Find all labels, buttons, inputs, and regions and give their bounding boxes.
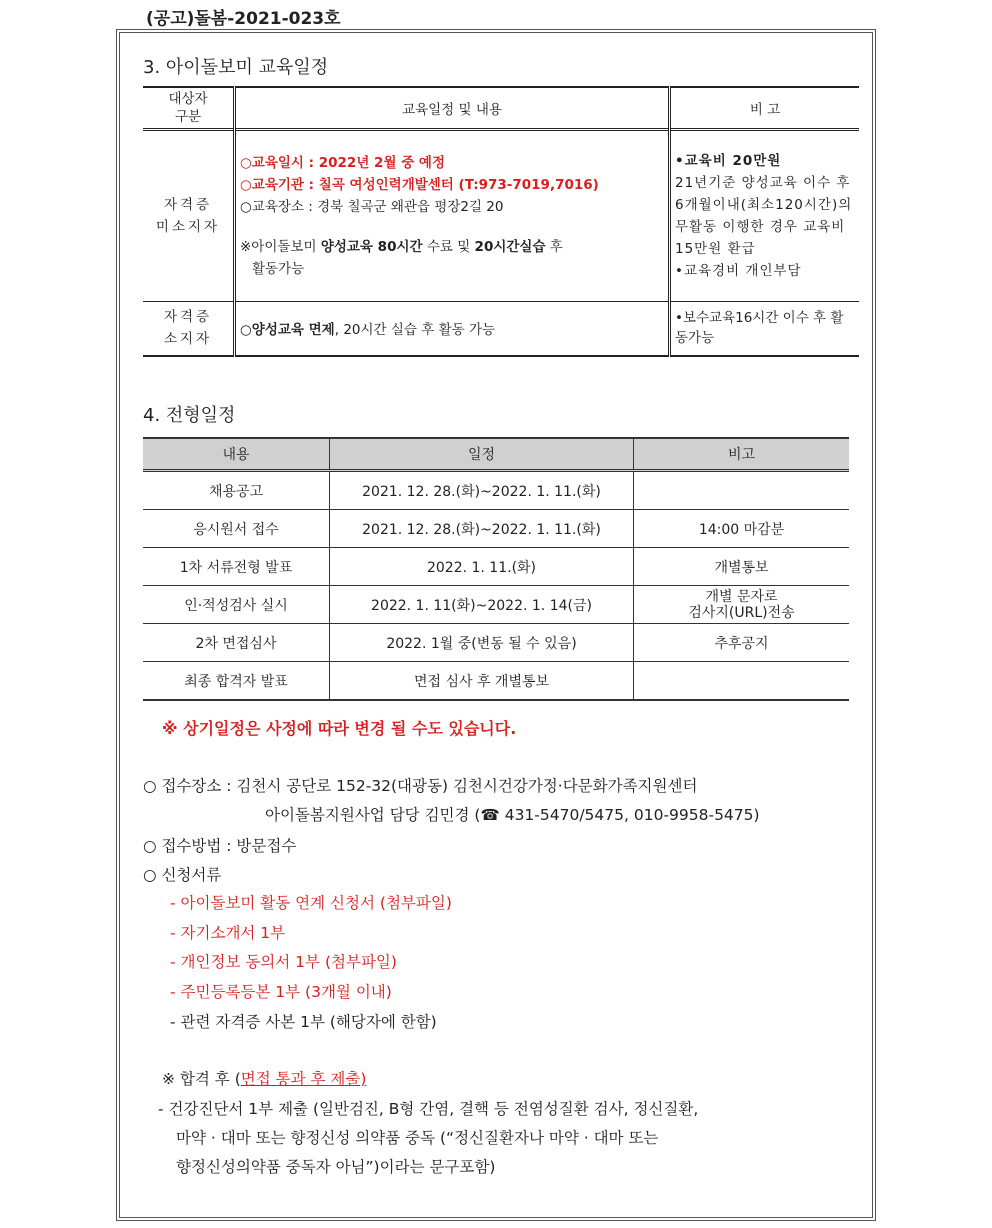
table-row: 1차 서류전형 발표 2022. 1. 11.(화) 개별통보 [143,548,849,586]
doc-item: - 관련 자격증 사본 1부 (해당자에 한함) [170,1013,437,1031]
doc-item: - 자기소개서 1부 [170,924,286,942]
health-cert-line1: - 건강진단서 1부 제출 (일반검진, B형 간염, 결핵 등 전염성질환 검사, 정신질환, [158,1100,699,1118]
col-schedule: 교육일정 및 내용 [235,87,670,130]
col-content: 내용 [143,438,330,471]
after-pass-note: ※ 합격 후 (면접 통과 후 제출) [162,1070,367,1088]
col-note: 비고 [634,438,850,471]
table-row: 최종 합격자 발표 면접 심사 후 개별통보 [143,662,849,701]
col-remark: 비 고 [749,102,781,118]
reception-method: ○ 접수방법 : 방문접수 [143,837,297,855]
table-row: 2차 면접심사 2022. 1월 중(변동 될 수 있음) 추후공지 [143,624,849,662]
reception-contact: 아이돌봄지원사업 담당 김민경 (☎ 431-5470/5475, 010-9958-5475) [265,806,760,824]
row-unlicensed-label: 자격증 미소지자 [155,197,221,235]
section4-title: 4. 전형일정 [143,405,236,426]
doc-item: - 아이돌보미 활동 연계 신청서 (첨부파일) [170,894,452,912]
row-unlicensed-remark: •교육비 20만원 21년기준 양성교육 이수 후6개월이내(최소120시간)의무활동 이행한 경우 교육비15만원 환급 •교육경비 개인부담 [675,153,853,279]
row-licensed-remark: •보수교육16시간 이수 후 활동가능 [675,310,844,347]
table-row: 응시원서 접수 2021. 12. 28.(화)~2022. 1. 11.(화) 14:00 마감분 [143,510,849,548]
col-target: 대상자 구분 [168,91,208,125]
education-table [143,86,859,357]
row-licensed-content: ○양성교육 면제, 20시간 실습 후 활동 가능 [235,302,670,356]
doc-item: - 주민등록등본 1부 (3개월 이내) [170,983,392,1001]
reception-place: ○ 접수장소 : 김천시 공단로 152-32(대광동) 김천시건강가정·다문화가족지원센터 [143,777,698,795]
doc-item: - 개인정보 동의서 1부 (첨부파일) [170,953,397,971]
section3-title: 3. 아이돌보미 교육일정 [143,57,329,78]
health-cert-line2: 마약 · 대마 또는 향정신성 의약품 중독 (“정신질환자나 마약 · 대마 또는 [176,1129,659,1147]
schedule-change-note: ※ 상기일정은 사정에 따라 변경 될 수도 있습니다. [162,719,517,738]
selection-schedule-table [143,437,849,701]
health-cert-line3: 향정신성의약품 중독자 아님”)이라는 문구포함) [176,1158,496,1176]
col-date: 일정 [330,438,634,471]
notice-number: (공고)돌봄-2021-023호 [146,9,341,29]
row-licensed-label: 자격증 소지자 [163,309,213,348]
table-row: 채용공고 2021. 12. 28.(화)~2022. 1. 11.(화) [143,471,849,510]
row-unlicensed-content: ○교육일시 : 2022년 2월 중 예정 ○교육기관 : 칠곡 여성인력개발센터 (T:973-7019,7016) ○교육장소 : 경북 칠곡군 왜관읍 평장2길 20 ※아이돌보미 양성교육 80시간 수료 및 20시간실습 후 활동가능 [235,130,670,302]
table-row: 인·적성검사 실시 2022. 1. 11(화)~2022. 1. 14(금) 개별 문자로 검사지(URL)전송 [143,586,849,624]
required-docs-title: ○ 신청서류 [143,866,222,884]
